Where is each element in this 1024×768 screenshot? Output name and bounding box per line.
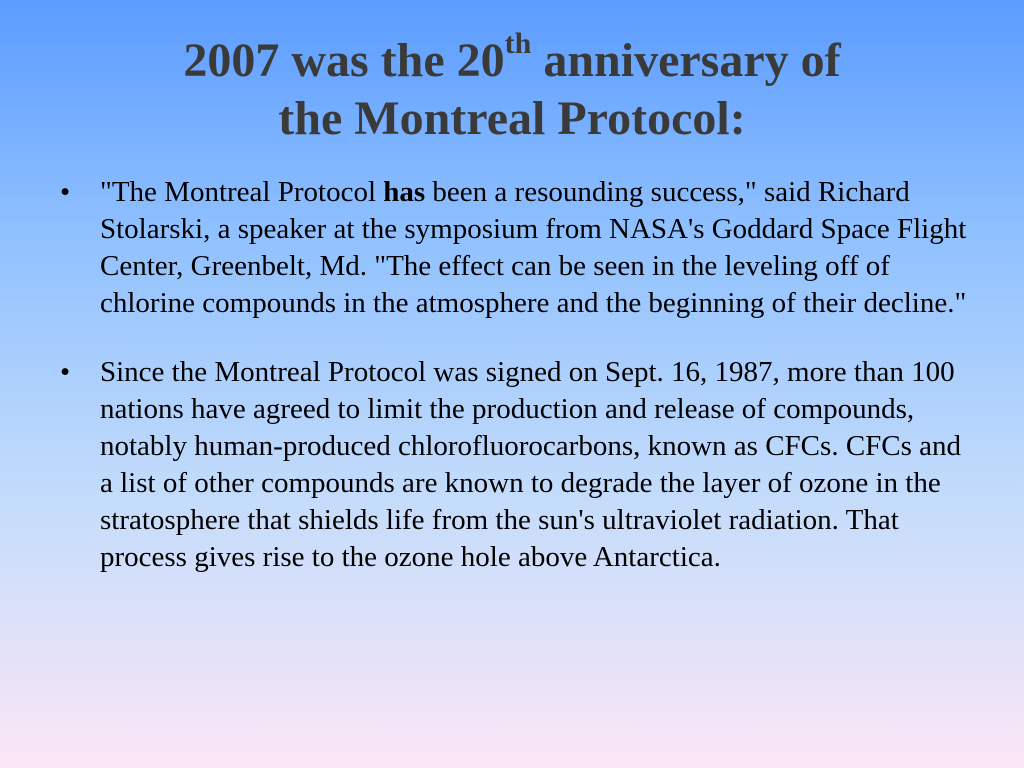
bullet-list [58,174,968,608]
bullet-item-quote [58,174,968,322]
slide-title [0,27,1024,148]
title-line1-suffix: anniversary of [531,34,841,87]
bullet-marker: • [60,356,71,388]
title-line1-prefix: 2007 was the 20 [183,34,505,87]
title-line2: the Montreal Protocol: [278,92,746,145]
title-superscript: th [504,27,532,60]
bullet-item-history [58,354,968,576]
bullet-bold-word: has [383,176,426,208]
bullet-text: Since the Montreal Protocol was signed on Sept. 16, 1987, more than 100 nations have agreed to limit the production and release of compounds, notably human-produced chlorofluorocarbons, known as CFCs. CFCs and a list of other compounds are known to degrade the layer of ozone in the stratosphere that shields life from the sun's ultraviolet radiation. That process gives rise to the ozone hole above Antarctica. [100,356,962,573]
bullet-text-before: "The Montreal Protocol [100,176,384,208]
bullet-marker: • [60,176,71,208]
bullet-text-after: been a resounding success," said Richard Stolarski, a speaker at the symposium from NASA's Goddard Space Flight Center, Greenbelt, Md. "The effect can be seen in the leveling off of chlorine compounds in the atmosphere and the beginning of their decline." [100,176,967,319]
